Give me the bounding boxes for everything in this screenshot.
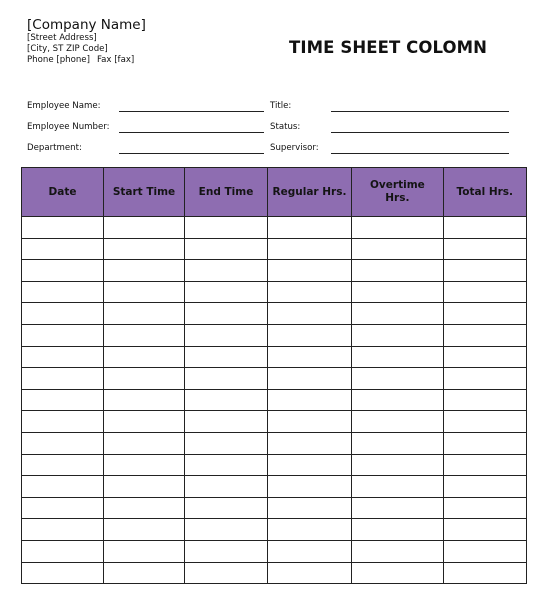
table-row xyxy=(22,432,527,454)
date-cell[interactable] xyxy=(22,238,104,260)
date-cell[interactable] xyxy=(22,432,104,454)
start-time-cell[interactable] xyxy=(104,454,185,476)
table-row xyxy=(22,562,527,584)
end-time-cell[interactable] xyxy=(185,562,268,584)
timesheet-body xyxy=(22,217,527,584)
date-header: Date xyxy=(22,168,104,217)
date-cell[interactable] xyxy=(22,540,104,562)
regular-hrs-cell[interactable] xyxy=(268,476,352,498)
street-address: [Street Address] xyxy=(27,33,97,43)
start-time-cell[interactable] xyxy=(104,217,185,239)
city-state-zip: [City, ST ZIP Code] xyxy=(27,44,108,54)
total-hrs-cell[interactable] xyxy=(443,497,526,519)
end-time-cell[interactable] xyxy=(185,497,268,519)
date-cell[interactable] xyxy=(22,346,104,368)
table-row xyxy=(22,497,527,519)
start-time-cell[interactable] xyxy=(104,368,185,390)
table-row xyxy=(22,346,527,368)
regular-hrs-cell[interactable] xyxy=(268,389,352,411)
table-row xyxy=(22,519,527,541)
total-hrs-header: Total Hrs. xyxy=(443,168,526,217)
table-row xyxy=(22,281,527,303)
overtime-hrs-cell[interactable] xyxy=(352,562,444,584)
end-time-cell[interactable] xyxy=(185,346,268,368)
employee-name-field[interactable] xyxy=(119,111,264,112)
regular-hrs-cell[interactable] xyxy=(268,540,352,562)
total-hrs-cell[interactable] xyxy=(443,217,526,239)
start-time-cell[interactable] xyxy=(104,540,185,562)
date-cell[interactable] xyxy=(22,281,104,303)
overtime-hrs-cell[interactable] xyxy=(352,389,444,411)
employee-number-label: Employee Number: xyxy=(27,122,110,132)
end-time-cell[interactable] xyxy=(185,454,268,476)
table-row xyxy=(22,389,527,411)
date-cell[interactable] xyxy=(22,303,104,325)
total-hrs-cell[interactable] xyxy=(443,368,526,390)
date-cell[interactable] xyxy=(22,454,104,476)
regular-hrs-cell[interactable] xyxy=(268,454,352,476)
overtime-hrs-cell[interactable] xyxy=(352,260,444,282)
regular-hrs-cell[interactable] xyxy=(268,324,352,346)
overtime-hrs-cell[interactable] xyxy=(352,454,444,476)
total-hrs-cell[interactable] xyxy=(443,389,526,411)
date-cell[interactable] xyxy=(22,497,104,519)
regular-hrs-cell[interactable] xyxy=(268,281,352,303)
employee-number-field[interactable] xyxy=(119,132,264,133)
date-cell[interactable] xyxy=(22,562,104,584)
table-row xyxy=(22,217,527,239)
regular-hrs-cell[interactable] xyxy=(268,260,352,282)
regular-hrs-cell[interactable] xyxy=(268,346,352,368)
start-time-cell[interactable] xyxy=(104,389,185,411)
overtime-hrs-cell[interactable] xyxy=(352,324,444,346)
date-cell[interactable] xyxy=(22,389,104,411)
table-row xyxy=(22,454,527,476)
overtime-hrs-cell[interactable] xyxy=(352,346,444,368)
overtime-hrs-cell[interactable] xyxy=(352,519,444,541)
department-field[interactable] xyxy=(119,153,264,154)
end-time-cell[interactable] xyxy=(185,238,268,260)
overtime-hrs-cell[interactable] xyxy=(352,303,444,325)
overtime-hrs-cell[interactable] xyxy=(352,497,444,519)
overtime-hrs-cell[interactable] xyxy=(352,411,444,433)
table-row xyxy=(22,303,527,325)
start-time-header: Start Time xyxy=(104,168,185,217)
company-name: [Company Name] xyxy=(27,17,146,33)
status-field[interactable] xyxy=(331,132,509,133)
end-time-cell[interactable] xyxy=(185,324,268,346)
overtime-hrs-header: Overtime Hrs. xyxy=(352,168,444,217)
overtime-hrs-cell[interactable] xyxy=(352,476,444,498)
table-row xyxy=(22,260,527,282)
regular-hrs-cell[interactable] xyxy=(268,432,352,454)
date-cell[interactable] xyxy=(22,411,104,433)
regular-hrs-cell[interactable] xyxy=(268,519,352,541)
total-hrs-cell[interactable] xyxy=(443,562,526,584)
supervisor-label: Supervisor: xyxy=(270,143,319,153)
date-cell[interactable] xyxy=(22,476,104,498)
total-hrs-cell[interactable] xyxy=(443,432,526,454)
regular-hrs-cell[interactable] xyxy=(268,368,352,390)
total-hrs-cell[interactable] xyxy=(443,303,526,325)
end-time-cell[interactable] xyxy=(185,217,268,239)
start-time-cell[interactable] xyxy=(104,346,185,368)
regular-hrs-cell[interactable] xyxy=(268,411,352,433)
table-row xyxy=(22,324,527,346)
start-time-cell[interactable] xyxy=(104,562,185,584)
date-cell[interactable] xyxy=(22,260,104,282)
date-cell[interactable] xyxy=(22,519,104,541)
start-time-cell[interactable] xyxy=(104,411,185,433)
end-time-cell[interactable] xyxy=(185,411,268,433)
end-time-cell[interactable] xyxy=(185,476,268,498)
total-hrs-cell[interactable] xyxy=(443,454,526,476)
table-row xyxy=(22,540,527,562)
title-label: Title: xyxy=(270,101,292,111)
regular-hrs-cell[interactable] xyxy=(268,562,352,584)
start-time-cell[interactable] xyxy=(104,432,185,454)
header-row xyxy=(22,168,527,217)
start-time-cell[interactable] xyxy=(104,260,185,282)
phone-text: Phone [phone] xyxy=(27,55,90,65)
total-hrs-cell[interactable] xyxy=(443,346,526,368)
total-hrs-cell[interactable] xyxy=(443,540,526,562)
regular-hrs-cell[interactable] xyxy=(268,497,352,519)
start-time-cell[interactable] xyxy=(104,497,185,519)
total-hrs-cell[interactable] xyxy=(443,476,526,498)
start-time-cell[interactable] xyxy=(104,303,185,325)
contact-row xyxy=(27,55,141,66)
overtime-hrs-cell[interactable] xyxy=(352,432,444,454)
employee-name-label: Employee Name: xyxy=(27,101,101,111)
end-time-cell[interactable] xyxy=(185,303,268,325)
total-hrs-cell[interactable] xyxy=(443,238,526,260)
overtime-hrs-cell[interactable] xyxy=(352,217,444,239)
total-hrs-cell[interactable] xyxy=(443,411,526,433)
end-time-cell[interactable] xyxy=(185,260,268,282)
overtime-hrs-cell[interactable] xyxy=(352,238,444,260)
total-hrs-cell[interactable] xyxy=(443,260,526,282)
department-label: Department: xyxy=(27,143,82,153)
start-time-cell[interactable] xyxy=(104,476,185,498)
table-row xyxy=(22,476,527,498)
document-title: TIME SHEET COLOMN xyxy=(289,38,488,57)
status-label: Status: xyxy=(270,122,301,132)
total-hrs-cell[interactable] xyxy=(443,281,526,303)
regular-hrs-header: Regular Hrs. xyxy=(268,168,352,217)
overtime-hrs-cell[interactable] xyxy=(352,281,444,303)
start-time-cell[interactable] xyxy=(104,238,185,260)
end-time-header: End Time xyxy=(185,168,268,217)
total-hrs-cell[interactable] xyxy=(443,519,526,541)
supervisor-field[interactable] xyxy=(331,153,509,154)
table-row xyxy=(22,238,527,260)
date-cell[interactable] xyxy=(22,368,104,390)
start-time-cell[interactable] xyxy=(104,281,185,303)
date-cell[interactable] xyxy=(22,217,104,239)
overtime-hrs-cell[interactable] xyxy=(352,540,444,562)
end-time-cell[interactable] xyxy=(185,368,268,390)
timesheet-table xyxy=(21,167,527,584)
title-field[interactable] xyxy=(331,111,509,112)
end-time-cell[interactable] xyxy=(185,281,268,303)
regular-hrs-cell[interactable] xyxy=(268,217,352,239)
regular-hrs-cell[interactable] xyxy=(268,238,352,260)
date-cell[interactable] xyxy=(22,324,104,346)
total-hrs-cell[interactable] xyxy=(443,324,526,346)
end-time-cell[interactable] xyxy=(185,540,268,562)
regular-hrs-cell[interactable] xyxy=(268,303,352,325)
end-time-cell[interactable] xyxy=(185,389,268,411)
fax-text: Fax [fax] xyxy=(96,55,135,65)
table-row xyxy=(22,411,527,433)
end-time-cell[interactable] xyxy=(185,519,268,541)
overtime-hrs-cell[interactable] xyxy=(352,368,444,390)
table-row xyxy=(22,368,527,390)
end-time-cell[interactable] xyxy=(185,432,268,454)
start-time-cell[interactable] xyxy=(104,519,185,541)
start-time-cell[interactable] xyxy=(104,324,185,346)
